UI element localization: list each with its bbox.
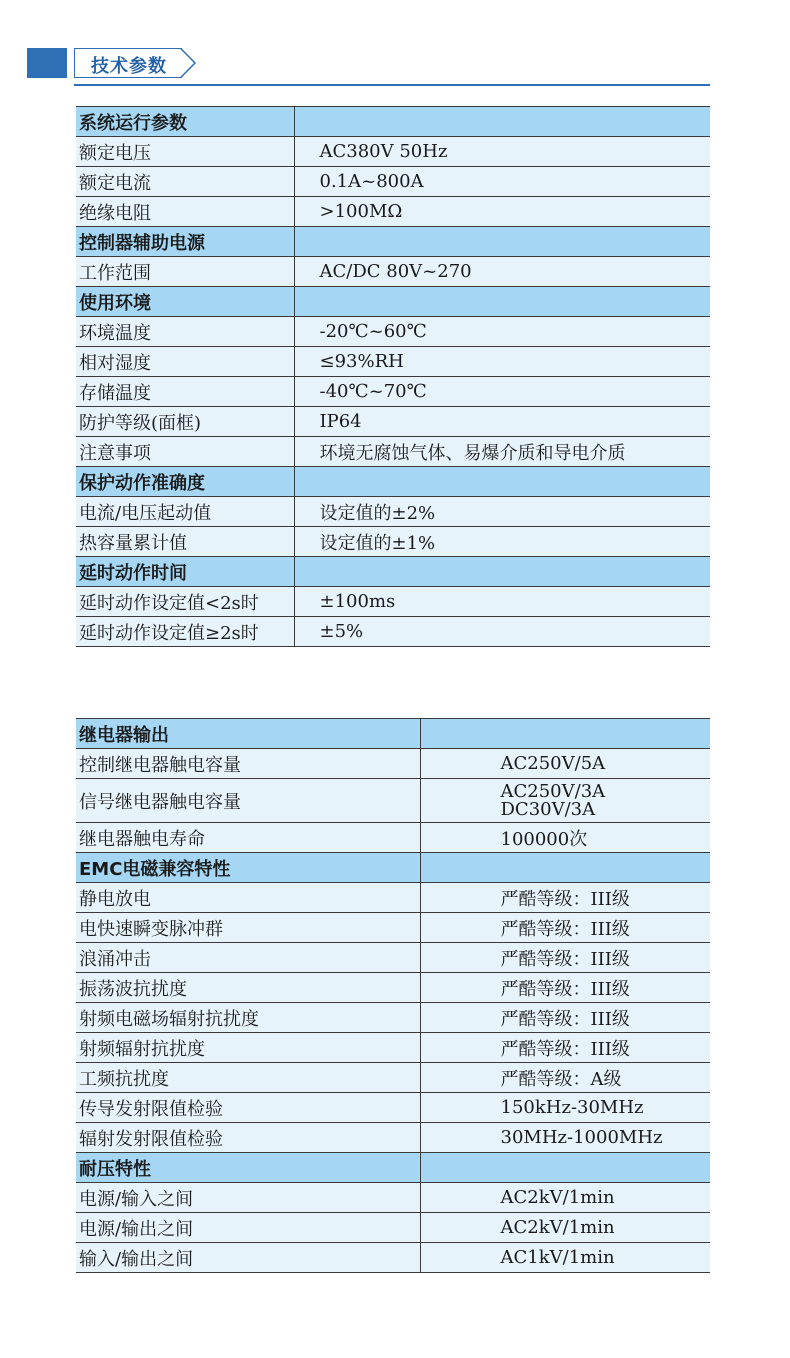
- chevron-right-icon: [176, 48, 198, 78]
- param-value: AC380V 50Hz: [294, 137, 710, 167]
- section-value: [420, 719, 710, 749]
- table-row: [76, 527, 710, 557]
- section-value: [420, 853, 710, 883]
- page-title: 技术参数: [91, 56, 167, 77]
- param-name: 射频辐射抗扰度: [76, 1033, 420, 1063]
- section-title: 控制器辅助电源: [76, 227, 294, 257]
- table-row: [76, 943, 710, 973]
- param-name: 延时动作设定值≥2s时: [76, 617, 294, 647]
- table-row: [76, 1123, 710, 1153]
- section-title: 系统运行参数: [76, 107, 294, 137]
- param-value: AC1kV/1min: [420, 1243, 710, 1273]
- param-value: 30MHz-1000MHz: [420, 1123, 710, 1153]
- table-row: [76, 1003, 710, 1033]
- param-name: 注意事项: [76, 437, 294, 467]
- param-name: 工频抗扰度: [76, 1063, 420, 1093]
- param-value: 严酷等级：III级: [420, 913, 710, 943]
- section-title: EMC电磁兼容特性: [76, 853, 420, 883]
- param-name: 射频电磁场辐射抗扰度: [76, 1003, 420, 1033]
- section-value: [294, 287, 710, 317]
- section-title: 继电器输出: [76, 719, 420, 749]
- section-value: [294, 227, 710, 257]
- table-row: [76, 779, 710, 823]
- param-name: 电快速瞬变脉冲群: [76, 913, 420, 943]
- table-row: [76, 197, 710, 227]
- param-value: ±5%: [294, 617, 710, 647]
- section-value: [420, 1153, 710, 1183]
- param-value: 严酷等级：III级: [420, 883, 710, 913]
- specs-table-relay-emc: [76, 718, 710, 1273]
- table-row: [76, 913, 710, 943]
- table-row: [76, 883, 710, 913]
- table-row: [76, 377, 710, 407]
- param-name: 继电器触电寿命: [76, 823, 420, 853]
- param-name: 振荡波抗扰度: [76, 973, 420, 1003]
- section-header: [0, 0, 790, 100]
- param-value: IP64: [294, 407, 710, 437]
- param-value: 环境无腐蚀气体、易爆介质和导电介质: [294, 437, 710, 467]
- param-name: 绝缘电阻: [76, 197, 294, 227]
- table-row: [76, 167, 710, 197]
- param-value: 150kHz-30MHz: [420, 1093, 710, 1123]
- param-value-line: DC30V/3A: [500, 798, 596, 820]
- param-value: 严酷等级：III级: [420, 1033, 710, 1063]
- section-header-row: [76, 1153, 710, 1183]
- param-name: 电源/输入之间: [76, 1183, 420, 1213]
- param-name: 输入/输出之间: [76, 1243, 420, 1273]
- table-row: [76, 1183, 710, 1213]
- table-row: [76, 823, 710, 853]
- param-name: 存储温度: [76, 377, 294, 407]
- section-title: 延时动作时间: [76, 557, 294, 587]
- param-name: 额定电压: [76, 137, 294, 167]
- param-name: 电流/电压起动值: [76, 497, 294, 527]
- table-row: [76, 1063, 710, 1093]
- table-row: [76, 497, 710, 527]
- table-row: [76, 437, 710, 467]
- param-name: 电源/输出之间: [76, 1213, 420, 1243]
- param-name: 静电放电: [76, 883, 420, 913]
- header-accent-block: [27, 48, 67, 78]
- param-name: 环境温度: [76, 317, 294, 347]
- param-name: 额定电流: [76, 167, 294, 197]
- section-value: [294, 107, 710, 137]
- table-row: [76, 1213, 710, 1243]
- section-header-row: [76, 287, 710, 317]
- section-value: [294, 557, 710, 587]
- param-name: 热容量累计值: [76, 527, 294, 557]
- param-value: 设定值的±2%: [294, 497, 710, 527]
- table-row: [76, 1033, 710, 1063]
- section-header-row: [76, 853, 710, 883]
- param-value: 100000次: [420, 823, 710, 853]
- section-title: 使用环境: [76, 287, 294, 317]
- section-title: 保护动作准确度: [76, 467, 294, 497]
- section-value: [294, 467, 710, 497]
- section-header-row: [76, 107, 710, 137]
- param-value: ≤93%RH: [294, 347, 710, 377]
- table-row: [76, 587, 710, 617]
- section-header-row: [76, 227, 710, 257]
- param-value: >100MΩ: [294, 197, 710, 227]
- table-row: [76, 137, 710, 167]
- specs-table-operation: [76, 106, 710, 647]
- param-value: [420, 779, 710, 823]
- param-value: 设定值的±1%: [294, 527, 710, 557]
- param-name: 传导发射限值检验: [76, 1093, 420, 1123]
- section-header-row: [76, 467, 710, 497]
- param-name: 信号继电器触电容量: [76, 779, 420, 823]
- param-value: ±100ms: [294, 587, 710, 617]
- section-header-row: [76, 557, 710, 587]
- param-value: 严酷等级：A级: [420, 1063, 710, 1093]
- param-name: 防护等级(面框): [76, 407, 294, 437]
- section-title: 耐压特性: [76, 1153, 420, 1183]
- table-row: [76, 617, 710, 647]
- param-name: 工作范围: [76, 257, 294, 287]
- title-tab: [74, 48, 182, 78]
- table-row: [76, 1093, 710, 1123]
- param-value: -40℃~70℃: [294, 377, 710, 407]
- table-row: [76, 973, 710, 1003]
- param-value: 0.1A~800A: [294, 167, 710, 197]
- param-value: 严酷等级：III级: [420, 973, 710, 1003]
- param-name: 相对湿度: [76, 347, 294, 377]
- table-row: [76, 407, 710, 437]
- header-divider: [74, 84, 710, 86]
- param-value: -20℃~60℃: [294, 317, 710, 347]
- table-row: [76, 749, 710, 779]
- param-value: 严酷等级：III级: [420, 943, 710, 973]
- param-name: 辐射发射限值检验: [76, 1123, 420, 1153]
- param-value-line: AC250V/3A: [500, 780, 606, 802]
- param-name: 控制继电器触电容量: [76, 749, 420, 779]
- table-row: [76, 257, 710, 287]
- param-value: AC250V/5A: [420, 749, 710, 779]
- section-header-row: [76, 719, 710, 749]
- param-name: 延时动作设定值<2s时: [76, 587, 294, 617]
- table-row: [76, 1243, 710, 1273]
- param-value: 严酷等级：III级: [420, 1003, 710, 1033]
- param-value: AC/DC 80V~270: [294, 257, 710, 287]
- param-value: AC2kV/1min: [420, 1183, 710, 1213]
- table-row: [76, 317, 710, 347]
- param-name: 浪涌冲击: [76, 943, 420, 973]
- param-value: AC2kV/1min: [420, 1213, 710, 1243]
- table-row: [76, 347, 710, 377]
